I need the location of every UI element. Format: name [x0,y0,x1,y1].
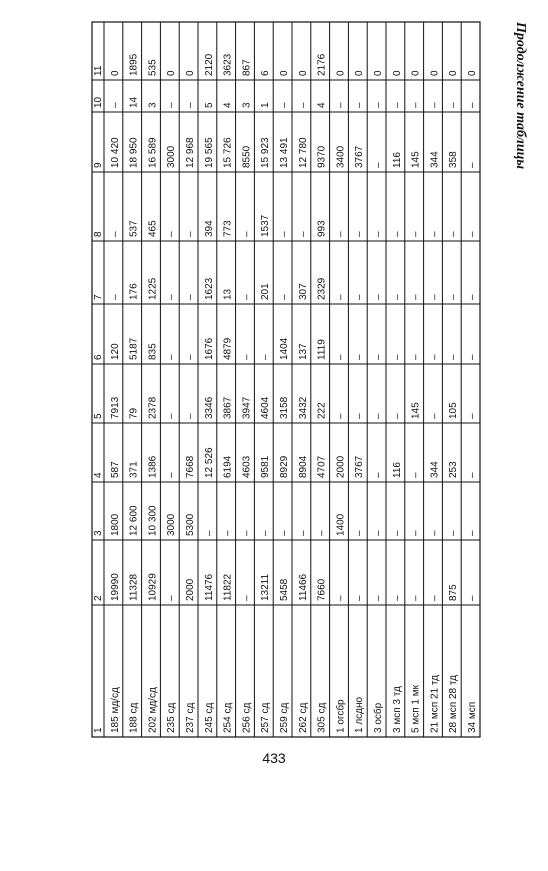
table-cell: – [410,102,422,108]
table-cell: – [335,413,347,419]
table-cell: – [448,102,460,108]
row-label: 188 сд [128,702,140,733]
table-cell: – [429,595,441,601]
table-cell: 9581 [260,455,272,478]
table-cell: – [448,231,460,237]
table-cell: – [260,354,272,360]
table-cell: – [354,231,366,237]
table-cell: – [391,102,403,108]
table-cell: – [391,595,403,601]
row-label: 5 мсп 1 мк [410,685,422,733]
table-cell: – [222,530,234,536]
table-cell: – [335,231,347,237]
table-cell: – [185,231,196,237]
table-cell: – [260,530,272,536]
table-cell: 0 [410,70,422,76]
table-cell: – [297,530,309,536]
row-label: 3 осбр [373,702,384,733]
table-cell: 145 [410,151,422,168]
table-cell: – [185,354,196,360]
table-cell: – [410,231,422,237]
table-cell: 4 [222,102,234,108]
table-cell: 5300 [185,513,196,536]
table-cell: – [335,354,347,360]
table-cell: – [335,102,347,108]
table-cell: – [467,162,478,168]
table-cell: 307 [297,283,309,300]
row-label: 21 мсп 21 тд [429,675,441,733]
table-cell: 253 [448,461,460,478]
row-label: 34 мсп [467,701,478,733]
table-header-cell: 7 [93,294,104,300]
table-header-cell: 3 [93,530,104,536]
table-cell: – [297,102,309,108]
table-cell: – [335,595,347,601]
table-cell: 835 [147,343,159,360]
table-header-cell: 6 [93,354,104,360]
table-cell: 2000 [335,455,347,478]
table-cell: 371 [128,461,140,478]
table-cell: 0 [448,70,460,76]
table-cell: – [241,354,253,360]
row-label: 1 огсбр [335,699,347,733]
table-cell: 13211 [260,573,272,601]
row-label: 259 сд [279,702,290,733]
table-cell: 11466 [297,573,309,601]
table-cell: – [467,413,478,419]
table-cell: – [354,102,366,108]
table-cell: – [373,162,384,168]
table-cell: – [185,102,196,108]
table-cell: – [354,595,366,601]
table-cell: 13 [222,288,234,300]
table-cell: – [354,354,366,360]
table-cell: 13 491 [279,137,290,168]
table-cell: – [373,595,384,601]
table-cell: – [373,472,384,478]
table-cell: – [448,354,460,360]
table-cell: – [166,472,178,478]
table-cell: 465 [147,220,159,237]
table-cell: 3400 [335,145,347,168]
table-cell: – [335,294,347,300]
table-header-cell: 2 [93,595,104,601]
table-cell: 2378 [147,396,159,419]
row-label: 237 сд [185,702,196,733]
table-header-cell: 10 [93,96,104,108]
table-cell: – [373,231,384,237]
table-cell: 6 [260,70,272,76]
table-cell: 5 [203,102,215,108]
table-cell: – [109,102,121,108]
table-cell: 2000 [185,578,196,601]
table-cell: 0 [354,70,366,76]
page-number: 433 [262,750,286,766]
table-cell: 3767 [354,145,366,168]
table-cell: 12 600 [128,505,140,536]
table-cell: – [354,413,366,419]
table-cell: – [241,231,253,237]
table-cell: 2176 [316,53,328,76]
table-cell: – [429,294,441,300]
table-cell: 176 [128,283,140,300]
table-cell: 3158 [279,396,290,419]
table-cell: – [429,102,441,108]
table-cell: 201 [260,283,272,300]
table-cell: – [448,294,460,300]
table-cell: 3432 [297,396,309,419]
table-cell: 15 726 [222,137,234,168]
table-cell: 11328 [128,573,140,601]
table-cell: 6194 [222,455,234,478]
table-cell: 19 565 [203,137,215,168]
table-cell: 8929 [279,455,290,478]
table-cell: – [166,294,178,300]
table-cell: 993 [316,220,328,237]
row-label: 3 мсп 3 тд [391,686,403,733]
table-cell: 394 [203,220,215,237]
table-cell: 7668 [185,455,196,478]
row-label: 254 сд [222,702,234,733]
table-cell: 4604 [260,396,272,419]
row-label: 245 сд [203,702,215,733]
table-cell: – [467,294,478,300]
table-cell: 5187 [128,337,140,360]
table-cell: 1404 [279,337,290,360]
table-cell: 145 [410,402,422,419]
table-cell: 1119 [316,339,328,360]
row-label: 28 мсп 28 тд [448,675,460,733]
table-cell: 3867 [222,396,234,419]
table-cell: – [241,530,253,536]
table-cell: 11822 [222,573,234,601]
row-label: 257 сд [260,702,272,733]
table-cell: – [391,530,403,536]
table-cell: – [467,102,478,108]
table-header-cell: 11 [93,65,104,76]
row-label: 202 мд/сд [147,687,159,733]
table-cell: 1537 [260,214,272,237]
table-cell: – [429,231,441,237]
table-cell: – [166,595,178,601]
table-cell: 3 [147,102,159,108]
table-cell: 12 968 [185,137,196,168]
table-cell: – [373,294,384,300]
table-cell: 0 [166,70,178,76]
table-cell: 5458 [279,578,290,601]
table-cell: 535 [147,59,159,76]
table-cell: 587 [109,461,121,478]
table-cell: 358 [448,151,460,168]
table-cell: 3767 [354,455,366,478]
table-cell: 3000 [166,513,178,536]
table-cell: 2329 [316,277,328,300]
table-cell: – [166,413,178,419]
table-cell: – [297,231,309,237]
table-cell: – [166,231,178,237]
table-cell: 3346 [203,396,215,419]
table-cell: – [391,231,403,237]
table-cell: – [279,530,290,536]
table-cell: 4707 [316,455,328,478]
table-cell: 0 [185,70,196,76]
table-cell: – [279,231,290,237]
table-cell: 0 [109,70,121,76]
table-cell: 1623 [203,277,215,300]
table-cell: – [410,472,422,478]
table-cell: – [391,413,403,419]
table-cell: 19990 [109,573,121,601]
table-cell: 105 [448,402,460,419]
table-cell: 537 [128,220,140,237]
table-cell: 1225 [147,277,159,300]
table-cell: 18 950 [128,137,140,168]
table-header-cell: 1 [93,727,104,733]
table-cell: – [467,472,478,478]
table-cell: 2120 [203,53,215,76]
table-cell: 116 [391,462,403,478]
row-label: 262 сд [297,702,309,733]
table-cell: – [109,231,121,237]
table-cell: 773 [222,220,234,237]
table-cell: 137 [297,343,309,360]
table-cell: 7660 [316,578,328,601]
table-cell: 8550 [241,145,253,168]
table-cell: – [391,354,403,360]
table-cell: – [391,294,403,300]
table-cell: – [467,231,478,237]
table-caption: Продолжение таблицы [513,22,528,170]
table-cell: – [166,354,178,360]
table-cell: 0 [297,70,309,76]
table-cell: – [279,102,290,108]
table-cell: 1895 [128,53,140,76]
table-cell: – [354,530,366,536]
table-cell: 3947 [241,396,253,419]
table-cell: 116 [391,152,403,168]
table-cell: – [467,530,478,536]
table-cell: 4603 [241,455,253,478]
table-cell: – [429,530,441,536]
table-cell: 0 [335,70,347,76]
table-cell: 14 [128,96,140,108]
table-cell: 9370 [316,145,328,168]
table-cell: 12 526 [203,447,215,478]
table-cell: 4 [316,102,328,108]
table-cell: 0 [279,70,290,76]
table-cell: 3 [241,102,253,108]
table-cell: 0 [429,70,441,76]
table-cell: 3623 [222,53,234,76]
table-cell: – [109,294,121,300]
table-cell: 120 [109,343,121,360]
table-cell: 875 [448,584,460,601]
table-cell: 10 420 [109,137,121,168]
table-cell: 4879 [222,337,234,360]
table-cell: – [467,354,478,360]
row-label: 185 мд/сд [109,687,121,733]
table-cell: – [467,595,478,601]
table-cell: – [166,102,178,108]
row-label: 305 сд [316,702,328,733]
table-cell: – [410,530,422,536]
table-cell: 867 [241,59,253,76]
table-cell: – [241,294,253,300]
table-cell: 1400 [335,513,347,536]
row-label: 1 лсдно [354,696,366,733]
row-label: 235 сд [166,702,178,733]
table-cell: – [373,413,384,419]
table-cell: – [354,294,366,300]
table-cell: – [279,294,290,300]
table-cell: – [185,413,196,419]
table-cell: 15 923 [260,137,272,168]
table-cell: 344 [429,151,441,168]
table-cell: – [373,102,384,108]
table-cell: 1386 [147,455,159,478]
table-cell: 16 589 [147,137,159,168]
table-header-cell: 8 [93,231,104,237]
table-cell: – [410,294,422,300]
table-cell: 1 [260,102,272,108]
table-cell: – [185,294,196,300]
table-cell: 0 [467,70,478,76]
row-label: 256 сд [241,702,253,733]
table-header-cell: 4 [93,472,104,478]
table-cell: 10 300 [147,505,159,536]
table-cell: 10929 [147,573,159,601]
table-cell: – [373,354,384,360]
table-cell: 8904 [297,455,309,478]
table-cell: 222 [316,402,328,419]
table-cell: 1676 [203,337,215,360]
table-cell: – [373,530,384,536]
table-header-cell: 5 [93,413,104,419]
table-cell: – [316,530,328,536]
table-cell: 79 [128,407,140,419]
table-cell: – [429,354,441,360]
table-cell: 3000 [166,145,178,168]
table-cell: – [429,413,441,419]
table-cell: 0 [391,70,403,76]
table-cell: 7913 [109,396,121,419]
table-frame [92,22,480,737]
table-cell: – [410,595,422,601]
table-cell: 11476 [203,573,215,601]
table-header-cell: 9 [93,162,104,168]
table-cell: 344 [429,461,441,478]
table-cell: – [241,595,253,601]
table-cell: – [410,354,422,360]
table-cell: – [203,530,215,536]
table-cell: – [448,530,460,536]
table-cell: 0 [373,70,384,76]
table-cell: 1800 [109,513,121,536]
table-cell: 12 780 [297,137,309,168]
